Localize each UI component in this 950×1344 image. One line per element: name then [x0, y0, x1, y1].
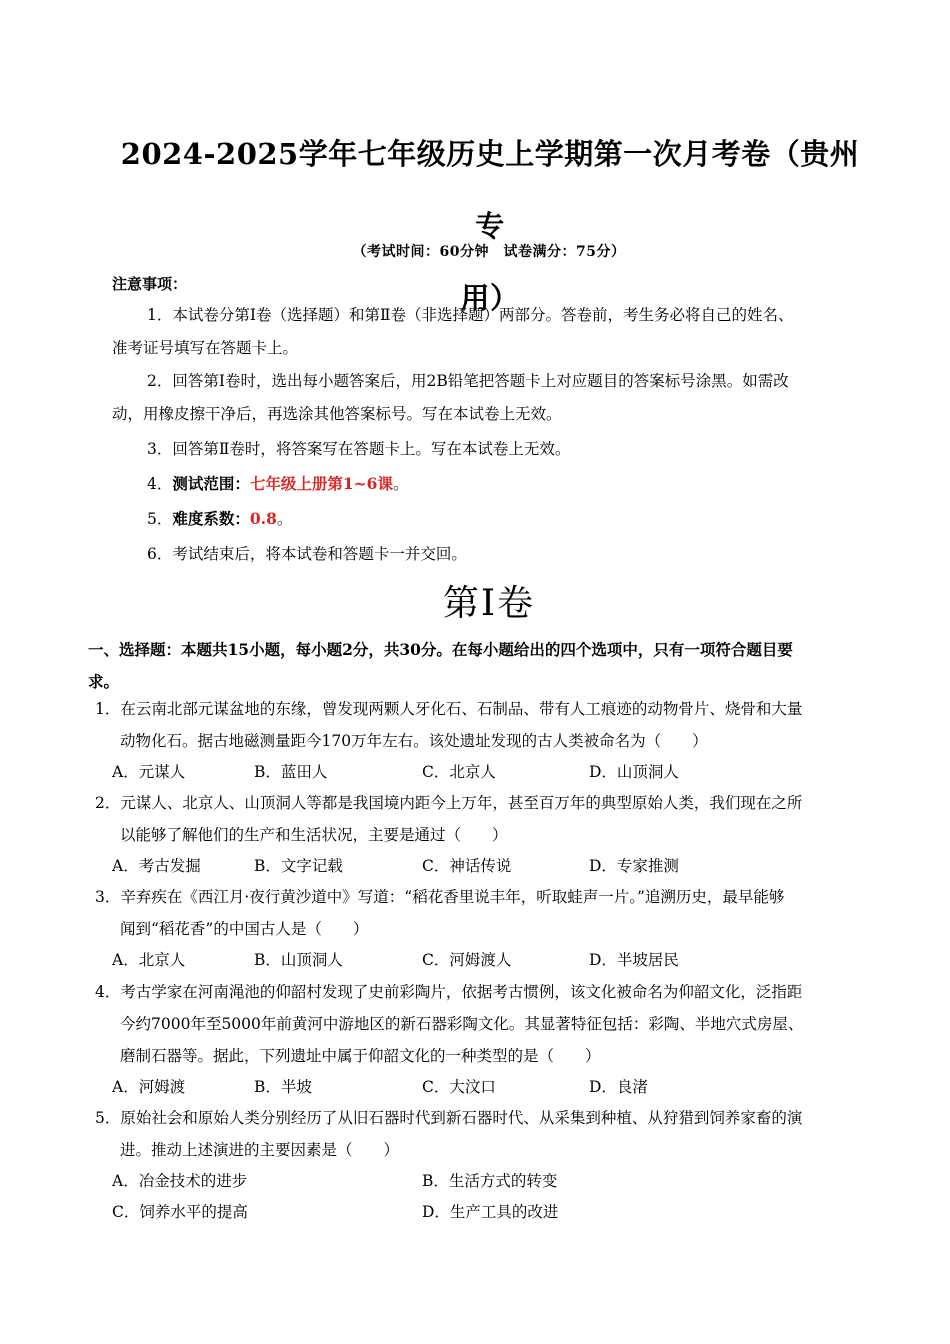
test-scope-label: 测试范围： — [172, 474, 250, 493]
question-2-option-b[interactable]: B．文字记载 — [254, 857, 343, 875]
question-1-option-b[interactable]: B．蓝田人 — [254, 763, 328, 781]
question-2-option-a[interactable]: A．考古发掘 — [112, 857, 201, 875]
question-1-option-a[interactable]: A．元谋人 — [112, 763, 186, 781]
question-4-option-d[interactable]: D．良渚 — [589, 1078, 648, 1096]
question-3-option-b[interactable]: B．山顶洞人 — [254, 951, 343, 969]
question-2-option-d[interactable]: D．专家推测 — [589, 857, 679, 875]
section-heading-line-2: 求。 — [88, 672, 120, 691]
exam-title — [120, 118, 860, 334]
question-3-line-2: 闻到“稻花香”的中国古人是（ ） — [120, 920, 369, 938]
question-4-option-b[interactable]: B．半坡 — [254, 1078, 312, 1096]
question-3-option-c[interactable]: C．河姆渡人 — [422, 951, 512, 969]
volume-title: 第Ⅰ卷 — [442, 583, 536, 624]
question-5-option-b[interactable]: B．生活方式的转变 — [422, 1172, 558, 1190]
notice-heading: 注意事项： — [112, 275, 188, 293]
question-5-line-1: 5．原始社会和原始人类分别经历了从旧石器时代到新石器时代、从采集到种植、从狩猎到饲养家畜的演 — [95, 1109, 803, 1127]
question-2-option-c[interactable]: C．神话传说 — [422, 857, 512, 875]
question-4-line-1: 4．考古学家在河南渑池的仰韶村发现了史前彩陶片，依据考古惯例，该文化被命名为仰韶文化，泛指距 — [95, 983, 803, 1001]
notice-item-4 — [147, 474, 408, 494]
question-4-line-3: 磨制石器等。据此，下列遗址中属于仰韶文化的一种类型的是（ ） — [120, 1047, 601, 1065]
notice-item-2-line-2: 动，用橡皮擦干净后，再选涂其他答案标号。写在本试卷上无效。 — [112, 405, 562, 423]
notice-item-4-end: 。 — [392, 475, 409, 493]
section-heading — [88, 634, 878, 698]
question-1-option-d[interactable]: D．山顶洞人 — [589, 763, 679, 781]
notice-item-1-line-2: 准考证号填写在答题卡上。 — [112, 339, 299, 357]
test-scope-value: 七年级上册第1~6课 — [249, 474, 393, 493]
section-heading-line-1: 一、选择题：本题共15小题，每小题2分，共30分。在每小题给出的四个选项中，只有一项符合题目要 — [88, 640, 793, 659]
question-4-option-c[interactable]: C．大汶口 — [422, 1078, 496, 1096]
question-5-option-c[interactable]: C．饲养水平的提高 — [112, 1203, 248, 1221]
difficulty-label: 难度系数： — [172, 509, 250, 528]
notice-item-3: 3．回答第Ⅱ卷时，将答案写在答题卡上。写在本试卷上无效。 — [147, 440, 571, 458]
question-2-line-1: 2．元谋人、北京人、山顶洞人等都是我国境内距今上万年，甚至百万年的典型原始人类，我们现在之所 — [95, 794, 803, 812]
notice-item-4-number: 4． — [147, 475, 173, 493]
exam-title-line1: 2024-2025学年七年级历史上学期第一次月考卷（贵州专 — [120, 137, 860, 243]
question-3-option-a[interactable]: A．北京人 — [112, 951, 186, 969]
question-3-option-d[interactable]: D．半坡居民 — [589, 951, 679, 969]
notice-item-2-line-1: 2．回答第Ⅰ卷时，选出每小题答案后，用2B铅笔把答题卡上对应题目的答案标号涂黑。如需改 — [147, 372, 789, 390]
notice-item-5-end: 。 — [276, 510, 293, 528]
question-1-line-1: 1．在云南北部元谋盆地的东缘，曾发现两颗人牙化石、石制品、带有人工痕迹的动物骨片、烧骨和大量 — [95, 700, 803, 718]
question-2-line-2: 以能够了解他们的生产和生活状况，主要是通过（ ） — [120, 826, 508, 844]
notice-item-6: 6．考试结束后，将本试卷和答题卡一并交回。 — [147, 545, 467, 563]
question-3-line-1: 3．辛弃疾在《西江月·夜行黄沙道中》写道：“稻花香里说丰年，听取蛙声一片。”追溯历史，最早能够 — [95, 888, 785, 906]
question-4-line-2: 今约7000年至5000年前黄河中游地区的新石器彩陶文化。其显著特征包括：彩陶、半地穴式房屋、 — [120, 1015, 804, 1033]
difficulty-value: 0.8 — [249, 509, 277, 528]
question-5-option-d[interactable]: D．生产工具的改进 — [422, 1203, 559, 1221]
question-1-line-2: 动物化石。据古地磁测量距今170万年左右。该处遗址发现的古人类被命名为（ ） — [120, 732, 708, 750]
question-1-option-c[interactable]: C．北京人 — [422, 763, 496, 781]
exam-title-line2: 用） — [460, 281, 520, 315]
exam-time-info: （考试时间：60分钟 试卷满分：75分） — [352, 244, 626, 260]
notice-item-5-number: 5． — [147, 510, 173, 528]
notice-item-1-line-1: 1．本试卷分第Ⅰ卷（选择题）和第Ⅱ卷（非选择题）两部分。答卷前，考生务必将自己的姓名、 — [147, 306, 794, 324]
question-5-option-a[interactable]: A．冶金技术的进步 — [112, 1172, 248, 1190]
question-5-line-2: 进。推动上述演进的主要因素是（ ） — [120, 1141, 400, 1159]
question-4-option-a[interactable]: A．河姆渡 — [112, 1078, 186, 1096]
notice-item-5 — [147, 509, 292, 529]
